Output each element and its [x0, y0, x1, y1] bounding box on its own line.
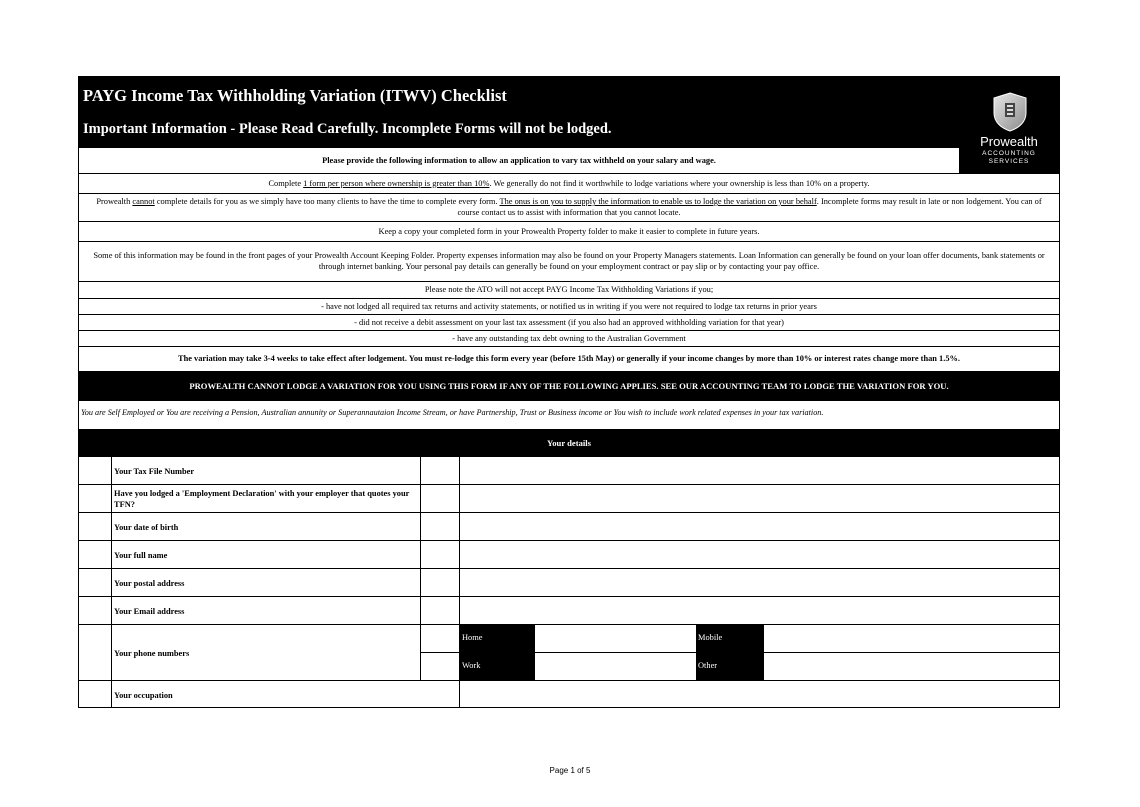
email-field[interactable]: [460, 597, 1058, 624]
column-divider: [111, 541, 112, 568]
column-divider: [420, 485, 421, 512]
exclusions-note: You are Self Employed or You are receiving a Pension, Australian annunity or Superannautaion Income Stream, or have Partnership, Trust or Business income or You wish to include work related expenses in your tax variation.: [81, 408, 824, 417]
column-divider: [111, 625, 112, 680]
rule-1-text-end: . We generally do not find it worthwhile to lodge variations where your ownership is less than 10% on a property.: [489, 178, 870, 188]
logo-tagline-line-1: ACCOUNTING: [982, 150, 1036, 157]
rule-2-text-mid: complete details for you as we simply have too many clients to have the time to complete every form.: [154, 197, 500, 206]
mobile-phone-field[interactable]: [764, 625, 1058, 652]
home-label: Home: [462, 633, 483, 642]
rule-one-form-per-person: [79, 173, 1059, 193]
rule-2-text-end: . Incomplete forms may result in late or non lodgement. You can of course contact us to assist with information that you cannot locate.: [457, 197, 1042, 217]
work-label-cell: [460, 653, 535, 680]
title-banner: [79, 77, 959, 147]
email-label: Your Email address: [114, 607, 185, 616]
rule-2-emphasis-cannot: cannot: [132, 197, 155, 206]
column-divider: [111, 485, 112, 512]
page-title: PAYG Income Tax Withholding Variation (ITWV) Checklist: [83, 86, 507, 105]
full-name-field[interactable]: [460, 541, 1058, 568]
dob-label: Your date of birth: [114, 523, 179, 532]
company-logo: [959, 77, 1059, 173]
column-divider: [111, 457, 112, 484]
column-divider: [420, 569, 421, 596]
other-label-cell: [696, 653, 764, 680]
postal-address-label: Your postal address: [114, 579, 185, 588]
tfn-label: Your Tax File Number: [114, 467, 195, 476]
rule-keep-copy: Keep a copy your completed form in your Prowealth Property folder to make it easier to complete in future years.: [378, 226, 760, 236]
mobile-label-cell: [696, 625, 764, 652]
dob-field[interactable]: [460, 513, 1058, 540]
column-divider: [420, 513, 421, 540]
column-divider: [420, 541, 421, 568]
ato-condition-1: - have not lodged all required tax returns and activity statements, or notified us in writing if you were not required to lodge tax returns in prior years: [321, 301, 817, 311]
table-row: [79, 624, 1059, 680]
home-phone-field[interactable]: [535, 625, 696, 652]
page-subtitle: Important Information - Please Read Carefully. Incomplete Forms will not be lodged.: [83, 121, 612, 137]
logo-name: Prowealth: [980, 134, 1038, 149]
logo-tagline: [959, 150, 1059, 166]
rule-1-text: Complete: [268, 178, 304, 188]
intro-text: Please provide the following information to allow an application to vary tax withheld on your salary and wage.: [322, 155, 716, 165]
mobile-label: Mobile: [698, 633, 723, 642]
tfn-field[interactable]: [460, 457, 1058, 484]
logo-tagline-line-2: SERVICES: [988, 158, 1030, 165]
home-label-cell: [460, 625, 535, 652]
other-label: Other: [698, 661, 718, 670]
column-divider: [111, 681, 112, 708]
page-number: Page 1 of 5: [549, 766, 591, 775]
phone-numbers-label: Your phone numbers: [114, 649, 190, 658]
full-name-label: Your full name: [114, 551, 168, 560]
work-label: Work: [462, 661, 481, 670]
table-row: [79, 596, 1059, 624]
table-row: [79, 484, 1059, 512]
work-phone-field[interactable]: [535, 653, 696, 680]
other-phone-field[interactable]: [764, 653, 1058, 680]
postal-address-field[interactable]: [460, 569, 1058, 596]
shield-logo-icon: [990, 91, 1030, 133]
table-row: [79, 680, 1059, 708]
rule-onus-on-client: [79, 193, 1059, 221]
checklist-form: [78, 76, 1060, 708]
rule-1-emphasis: 1 form per person where ownership is greater than 10%: [303, 178, 490, 188]
column-divider: [111, 569, 112, 596]
table-row: [79, 568, 1059, 596]
ato-note: Please note the ATO will not accept PAYG Income Tax Withholding Variations if you;: [424, 285, 714, 294]
table-row: [79, 456, 1059, 484]
timing-note: The variation may take 3-4 weeks to take effect after lodgement. You must re-lodge this form every year (before 15th May) or generally if your income changes by more than 10% or interest rates change more than 1.5%.: [178, 354, 960, 363]
column-divider: [420, 457, 421, 484]
column-divider: [111, 513, 112, 540]
ato-condition-2: - did not receive a debit assessment on your last tax assessment (if you also had an approved withholding variation for that year): [354, 317, 784, 327]
employment-declaration-label: Have you lodged a 'Employment Declaration' with your employer that quotes your TFN?: [114, 489, 410, 509]
occupation-label: Your occupation: [114, 691, 173, 700]
table-row: [79, 512, 1059, 540]
warning-banner: PROWEALTH CANNOT LODGE A VARIATION FOR YOU USING THIS FORM IF ANY OF THE FOLLOWING APPLIES. SEE OUR ACCOUNTING TEAM TO LODGE THE VARIATION FOR YOU.: [79, 371, 1059, 401]
ato-condition-3: - have any outstanding tax debt owning to the Australian Government: [452, 333, 686, 343]
employment-declaration-field[interactable]: [460, 485, 1058, 512]
column-divider: [420, 597, 421, 624]
details-heading: Your details: [79, 429, 1059, 456]
rule-2-emphasis-onus: The onus is on you to supply the information to enable us to lodge the variation on your behalf: [499, 197, 817, 206]
table-row: [79, 540, 1059, 568]
rule-where-to-find-info: Some of this information may be found in the front pages of your Prowealth Account Keeping Folder. Property expenses information may also be found on your Property Managers statements. Loan Information can generally be found on your loan offer documents, bank statements or through internet banking. Your personal pay details can generally be found on your employment contract or pay slip or by contacting your pay office.: [93, 251, 1045, 271]
rule-2-text: Prowealth: [96, 197, 133, 206]
column-divider: [111, 597, 112, 624]
occupation-field[interactable]: [460, 681, 1058, 708]
